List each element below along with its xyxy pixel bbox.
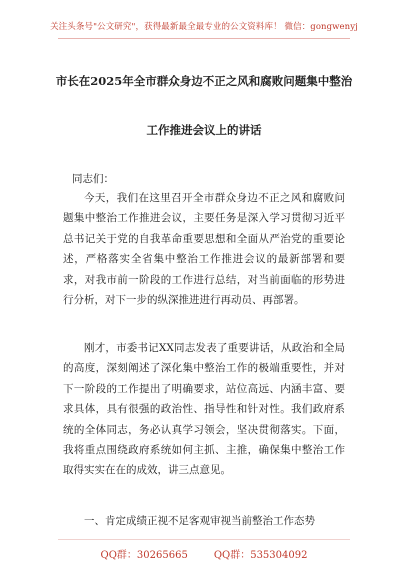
header-divider — [58, 38, 350, 39]
document-title-line-1: 市长在2025年全市群众身边不正之风和腐败问题集中整治 — [55, 74, 353, 88]
body-paragraph-1: 今天，我们在这里召开全市群众身边不正之风和腐败问题集中整治工作推进会议，主要任务是深入学习贯彻习近平总书记关于党的自我革命重要思想和全面从严治党的重要论述，严格落实全省集中整治工作推进会议的最新部署和要求，对我市前一阶段的工作进行总结，对当前面临的形势进行分析，对下一步的纵深推进进行再动员、再部署。 — [63, 192, 345, 307]
footer-divider — [58, 539, 350, 540]
footer — [0, 546, 408, 561]
header-banner: 关注头条号"公文研究"，获得最新最全最专业的公文资料库！ 微信：gongwenyj — [50, 22, 358, 32]
footer-qq-group-2: QQ群：535304092 — [213, 550, 308, 561]
document-title-line-2: 工作推进会议上的讲话 — [146, 123, 262, 137]
section-heading-1: 一、肯定成绩正视不足客观审视当前整治工作态势 — [84, 515, 315, 527]
greeting: 同志们： — [72, 173, 114, 185]
footer-qq-group-1: QQ群：30265665 — [100, 550, 188, 561]
body-paragraph-2: 刚才，市委书记XX同志发表了重要讲话，从政治和全局的高度，深刻阐述了深化集中整治工作的极端重要性，并对下一阶段的工作提出了明确要求，站位高远、内涵丰富、要求具体，具有很强的政治性、指导性和针对性。我们政府系统的全体同志，务必认真学习领会，坚决贯彻落实。下面，我将重点围绕政府系统如何主抓、主推，确保集中整治工作取得实实在在的成效，讲三点意见。 — [63, 342, 345, 477]
